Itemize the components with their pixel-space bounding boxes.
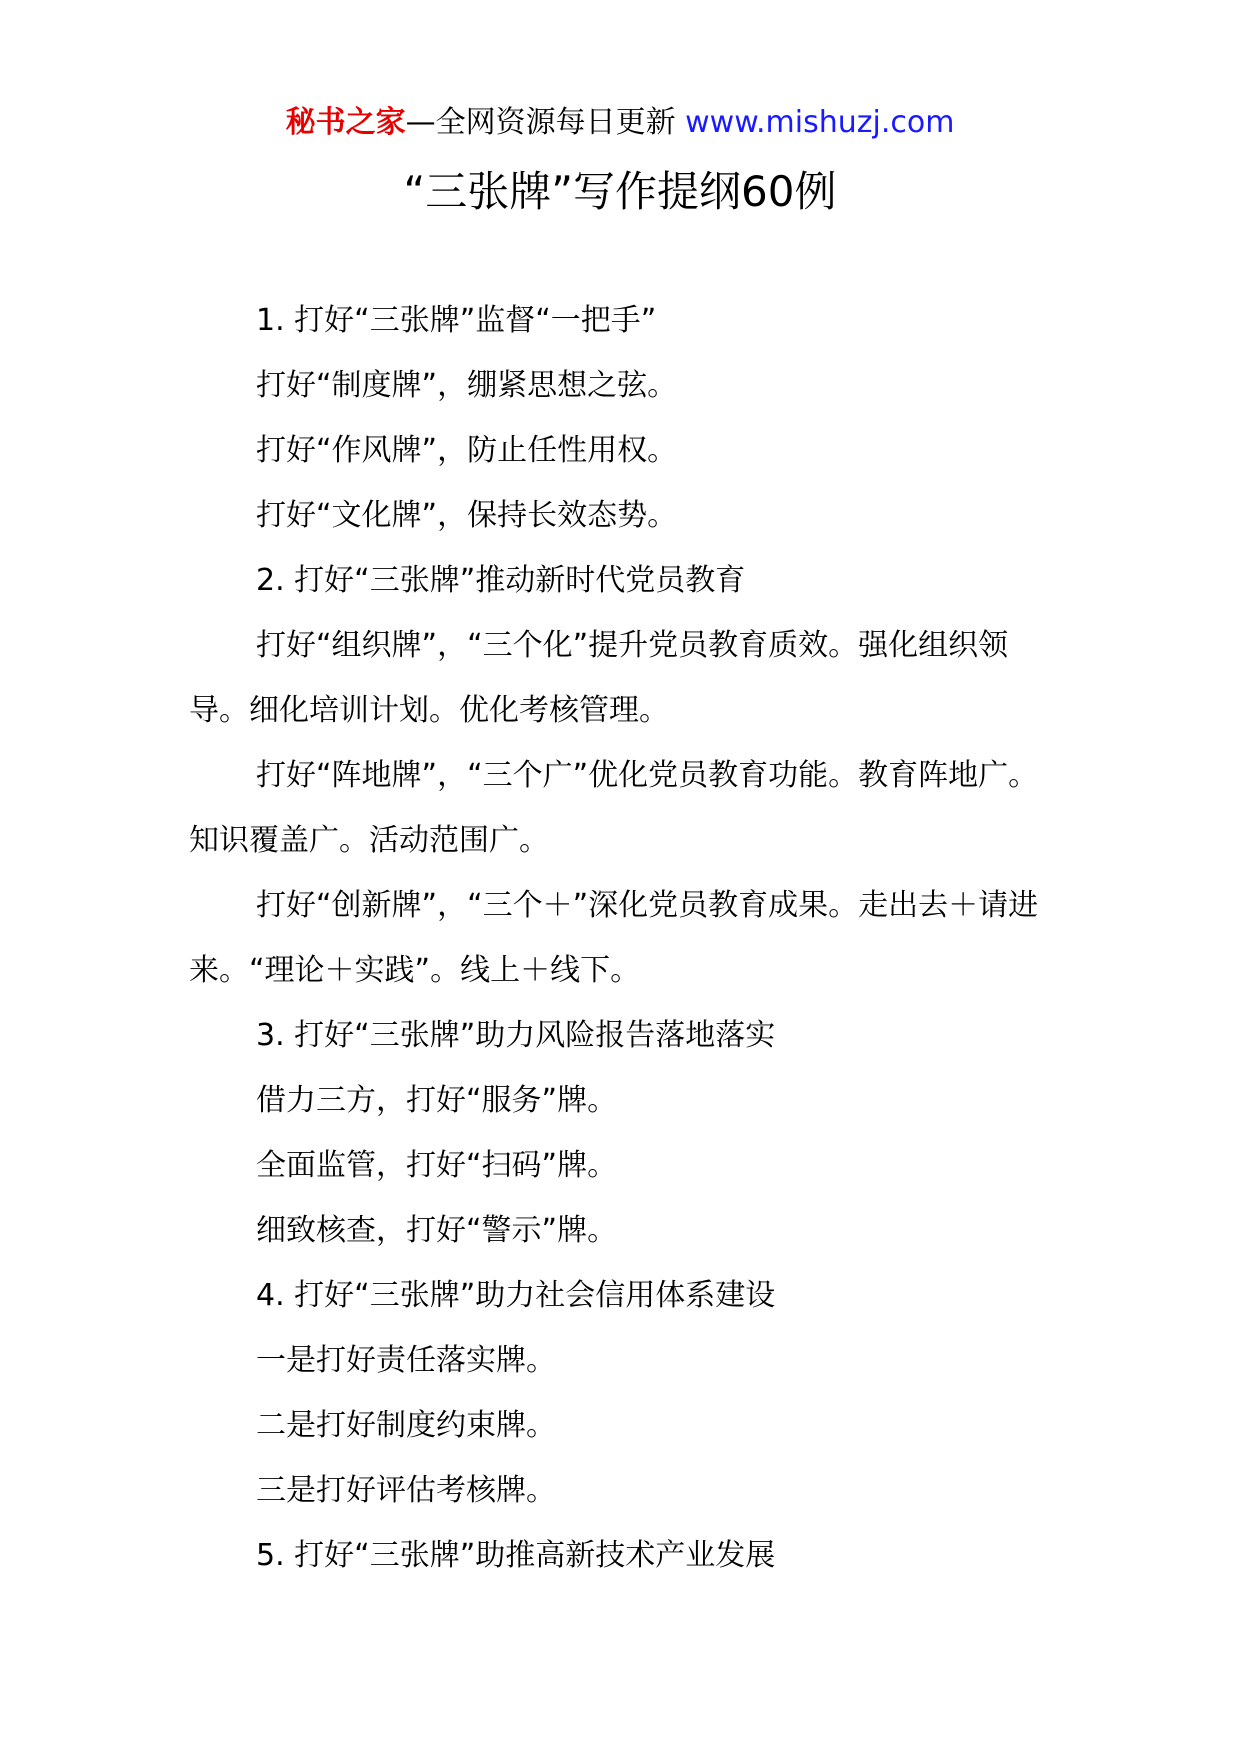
paragraph: 借力三方，打好“服务”牌。 (256, 1083, 618, 1118)
paragraph: 二是打好制度约束牌。 (256, 1408, 556, 1443)
paragraph: 细致核查，打好“警示”牌。 (256, 1213, 618, 1248)
document-body (189, 288, 1060, 1588)
paragraph: 三是打好评估考核牌。 (256, 1473, 556, 1508)
header-tagline: —全网资源每日更新 (405, 105, 686, 140)
site-header (0, 101, 1240, 145)
paragraph: 打好“阵地牌”，“三个广”优化党员教育功能。教育阵地广。知识覆盖广。活动范围广。 (189, 758, 1039, 858)
paragraph: 打好“创新牌”，“三个＋”深化党员教育成果。走出去＋请进来。“理论＋实践”。线上＋线下。 (189, 888, 1039, 988)
paragraph: 一是打好责任落实牌。 (256, 1343, 556, 1378)
paragraph: 打好“作风牌”，防止任性用权。 (256, 433, 678, 468)
section-heading-2: 2. 打好“三张牌”推动新时代党员教育 (256, 563, 746, 598)
section-heading-3: 3. 打好“三张牌”助力风险报告落地落实 (256, 1018, 776, 1053)
document-title: “三张牌”写作提纲60例 (403, 167, 837, 216)
brand-name: 秘书之家 (285, 105, 406, 140)
paragraph: 打好“文化牌”，保持长效态势。 (256, 498, 678, 533)
section-heading-1: 1. 打好“三张牌”监督“一把手” (256, 303, 657, 338)
paragraph: 全面监管，打好“扫码”牌。 (256, 1148, 618, 1183)
section-heading-5: 5. 打好“三张牌”助推高新技术产业发展 (256, 1538, 776, 1573)
site-url-link[interactable]: www.mishuzj.com (685, 105, 955, 140)
paragraph: 打好“组织牌”，“三个化”提升党员教育质效。强化组织领导。细化培训计划。优化考核管理。 (189, 628, 1009, 728)
paragraph: 打好“制度牌”，绷紧思想之弦。 (256, 368, 678, 403)
section-heading-4: 4. 打好“三张牌”助力社会信用体系建设 (256, 1278, 776, 1313)
